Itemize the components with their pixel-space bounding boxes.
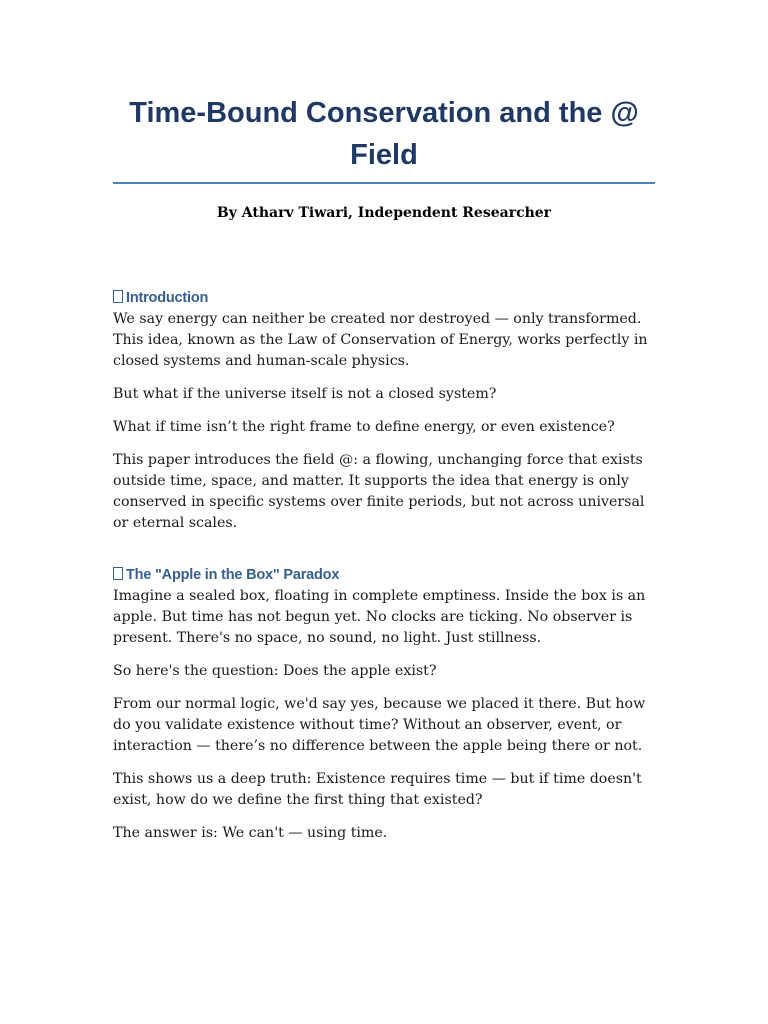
paragraph: But what if the universe itself is not a closed system?	[113, 386, 497, 402]
paragraph: So here's the question: Does the apple exist?	[113, 663, 437, 679]
document-title: Time-Bound Conservation and the @ Field	[113, 92, 655, 184]
document-page	[113, 92, 655, 856]
paragraph: Imagine a sealed box, floating in complete emptiness. Inside the box is an apple. But time has not begun yet. No clocks are ticking. No observer is present. There's no space, no sound, no light. Just stillness.	[113, 588, 646, 646]
section-heading	[113, 565, 655, 586]
section-apple-paradox	[113, 565, 655, 844]
paragraph: This paper introduces the field @: a flowing, unchanging force that exists outside time, space, and matter. It supports the idea that energy is only conserved in specific systems over finite periods, but not across universal or eternal scales.	[113, 452, 645, 531]
section-heading-text: The "Apple in the Box" Paradox	[126, 567, 340, 583]
section-introduction	[113, 288, 655, 534]
missing-glyph-icon	[113, 567, 123, 580]
paragraph: From our normal logic, we'd say yes, because we placed it there. But how do you validate existence without time? Without an observer, event, or interaction — there’s no difference between the apple being there or not.	[113, 696, 646, 754]
missing-glyph-icon	[113, 290, 123, 303]
section-heading-text: Introduction	[126, 290, 209, 306]
paragraph: The answer is: We can't — using time.	[113, 825, 388, 841]
paragraph: This shows us a deep truth: Existence requires time — but if time doesn't exist, how do we define the first thing that existed?	[113, 771, 642, 808]
section-heading	[113, 288, 655, 309]
author-byline: By Atharv Tiwari, Independent Researcher	[216, 205, 552, 221]
paragraph: We say energy can neither be created nor destroyed — only transformed. This idea, known as the Law of Conservation of Energy, works perfectly in closed systems and human-scale physics.	[113, 311, 648, 369]
paragraph: What if time isn’t the right frame to define energy, or even existence?	[113, 419, 615, 435]
